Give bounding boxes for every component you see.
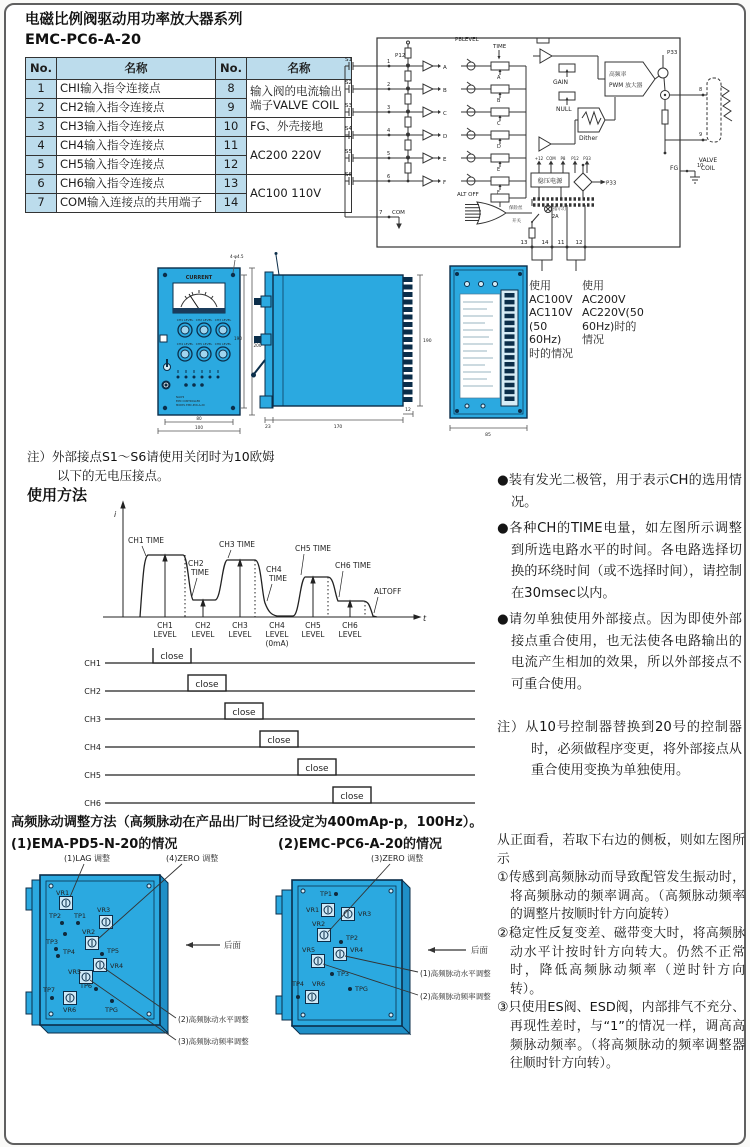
knob-label: CH6 LEVEL <box>214 342 232 346</box>
tp-label: TP2 <box>49 912 62 920</box>
ac-note-200v <box>582 279 648 347</box>
cell-no: 14 <box>216 194 247 213</box>
rear-face-label: 后面 <box>224 941 242 951</box>
lag-callout: (1)LAG 调整 <box>64 854 111 863</box>
bullet-note: ●请勿单独使用外部接点。因为即使外部接点重合使用，也无法使各电路输出的电流产生相加的效果，所以外部接点不可重合使用。 <box>497 612 742 692</box>
time-label: TIME <box>269 574 288 583</box>
knob-labels-bottom <box>177 342 232 346</box>
time-label: CH1 TIME <box>128 536 165 545</box>
col-no-right: No. <box>216 58 247 80</box>
vr-label: VR1 <box>56 889 70 897</box>
channel-name: CH4 <box>84 743 101 752</box>
usage-notes-column <box>497 470 742 782</box>
fg-terminal-10: 10 <box>697 163 704 169</box>
level-label: LEVEL <box>153 630 177 639</box>
level-knobs-top <box>178 323 230 337</box>
close-box-label: close <box>305 764 329 774</box>
rear-face-label: 后面 <box>471 946 489 956</box>
knob-label: CH3 LEVEL <box>214 318 232 322</box>
gain-null-stage <box>533 38 605 113</box>
knob-label: CH4 LEVEL <box>176 342 194 346</box>
ps-p33-label: P33 <box>606 180 617 187</box>
timing-waveform-diagram <box>25 495 490 655</box>
terminal-number: 4 <box>387 128 391 134</box>
terminal-number: 5 <box>387 151 391 157</box>
ps-pin: P33 <box>583 156 591 161</box>
adjustment-panel-1 <box>18 850 264 1055</box>
bullet-note: ●各种CH的TIME电量，如左图所示调整到所选电路水平的时间。各电路选择切换的环绕时间（或不选择时间），请控制在30msec以内。 <box>497 521 742 601</box>
numbered-note: ③只使用ES阀、ESD阀，内部排气不充分、再现性差时，与“1”的情况一样，调高高频脉动频率。（将高频脉动的频率调整器往顺时针方向转）。 <box>497 1000 745 1072</box>
rear-label-plate <box>460 294 500 398</box>
output-stage <box>655 50 732 183</box>
col-no-left: No. <box>26 58 57 80</box>
dim-190: 190 <box>234 336 242 341</box>
hf-adjustment-heading: 高频脉动调整方法（高频脉动在产品出厂时已经设定为400mAp-p，100Hz）。 <box>11 815 483 830</box>
channel-name: CH2 <box>84 687 101 696</box>
table-row <box>26 80 352 99</box>
vr-label: VR2 <box>312 920 326 928</box>
cell-name: 输入阀的电流输出端子VALVE COIL <box>247 80 352 118</box>
p8level-label: P8LEVEL <box>455 37 479 43</box>
cell-name: COM输入连接点的共用端子 <box>57 194 216 213</box>
block-ch-label: E <box>497 167 501 173</box>
channel-name: CH6 <box>84 799 101 808</box>
terminal-number: 6 <box>387 174 391 180</box>
vr-label: VR2 <box>82 928 96 936</box>
ac-note-line: 情况 <box>582 333 604 346</box>
tp-label: TP5 <box>107 947 120 955</box>
zero-callout: (4)ZERO 调整 <box>166 854 219 863</box>
fg-label: FG <box>670 165 679 172</box>
current-meter-title: CURRENT <box>185 275 213 281</box>
vr-label: VR5 <box>302 946 316 954</box>
bottom-terminal: 13 <box>520 240 528 246</box>
axis-t-label: t <box>423 614 427 623</box>
gain-label: GAIN <box>553 79 569 86</box>
page-title <box>25 10 243 50</box>
tp-label: TP6 <box>80 982 93 990</box>
label-leaders <box>142 546 378 613</box>
block-ch-label: A <box>497 75 501 81</box>
block-ch-label: C <box>497 121 501 127</box>
tp-label: TP4 <box>292 980 305 988</box>
circuit-channel-labels <box>345 53 501 196</box>
case1-title: (1)EMA-PD5-N-20的情况 <box>11 837 178 852</box>
fuse-rating: 2A <box>552 214 559 220</box>
ac-note-line: AC100V <box>529 292 573 306</box>
tp-label: TP3 <box>46 938 59 946</box>
table-row <box>26 118 352 137</box>
channel-name: CH5 <box>84 771 101 780</box>
cell-no: 11 <box>216 137 247 156</box>
tp-label: TP7 <box>43 986 56 994</box>
dim-170: 170 <box>333 425 343 430</box>
close-box-label: close <box>160 652 184 662</box>
bottom-terminal: 14 <box>541 240 549 246</box>
knob-labels-top <box>177 318 232 322</box>
model-text: MODEL EMC-PC6-A-20 <box>176 404 205 407</box>
com-label: COM <box>392 210 405 216</box>
level-callout: (1)高频脉动水平调整 <box>420 969 491 978</box>
cell-no: 9 <box>216 99 247 118</box>
pwm-label-2: PWM 放大器 <box>609 83 643 89</box>
bullet-note: ●装有发光二极管，用于表示CH的选用情况。 <box>497 473 742 510</box>
zero-callout: (3)ZERO 调整 <box>371 854 424 863</box>
numbered-note: ①传感到高频脉动而导致配管发生振动时，将高频脉动的频率调高。（高频脉动频率的调整片按顺时针方向旋转） <box>497 870 745 923</box>
cell-no: 6 <box>26 175 57 194</box>
vr-label: VR5 <box>68 968 82 976</box>
regulated-supply-label: 稳压电源 <box>537 177 563 185</box>
dim-80: 80 <box>196 416 202 421</box>
switch-label: S5 <box>345 149 352 155</box>
cell-name: CHI输入指令连接点 <box>57 80 216 99</box>
vr-label: VR4 <box>350 946 364 954</box>
switch-label: S2 <box>345 80 352 86</box>
cell-no: 12 <box>216 156 247 175</box>
axes <box>103 502 420 619</box>
ac-note-line: 使用 <box>582 279 604 292</box>
com-row <box>345 210 405 228</box>
rear-dimensions <box>450 425 527 431</box>
ac-note-line: 时的情况 <box>529 346 573 360</box>
cell-no: 5 <box>26 156 57 175</box>
level-label: LEVEL <box>338 630 362 639</box>
ps-pin: P8 <box>560 156 566 161</box>
cell-name: CH3输入指令连接点 <box>57 118 216 137</box>
ac-note-line: 60Hz)时的 <box>582 319 637 333</box>
level-callout: (2)高频脉动水平调整 <box>178 1015 249 1024</box>
col-name-right: 名称 <box>247 58 352 80</box>
level-label: CH1 <box>157 621 173 630</box>
channel-close-chart <box>25 648 490 810</box>
close-box-label: close <box>232 708 256 718</box>
numbered-note: ②稳定性反复变差、磁带变大时，将高频脉动水平计按时针方向转大。仍然不正常时，降低高频脉动频率（逆时针方向转）。 <box>497 925 745 997</box>
valve-label-1: VALVE <box>698 157 718 164</box>
ps-pin: +12 <box>534 156 544 161</box>
vr-label: VR6 <box>312 980 326 988</box>
cell-no: 1 <box>26 80 57 99</box>
analog-meter <box>173 283 225 313</box>
cell-no: 10 <box>216 118 247 137</box>
p33-label: P33 <box>667 50 678 56</box>
circuit-diagram <box>343 10 747 280</box>
bottom-terminal: 12 <box>575 240 583 246</box>
knob-label: CH2 LEVEL <box>195 318 213 322</box>
controller-swap-note: 注）从10号控制器替换到20号的控制器时，必须做程序变更，将外部接点从重合使用变换为单独使用。 <box>497 720 742 778</box>
tp-label: TP4 <box>63 948 76 956</box>
switch-label: S1 <box>345 57 352 63</box>
fuse-label-1: 保险丝 <box>509 206 523 211</box>
ps-pin: COM <box>546 156 556 161</box>
intro-text: 从正面看，若取下右边的侧板，则如左图所示 <box>497 833 745 867</box>
time-label: CH2 <box>188 559 204 568</box>
level-knobs-bottom <box>178 347 230 361</box>
case2-title: (2)EMC-PC6-A-20的情况 <box>278 837 443 852</box>
ps-pin: P12 <box>571 156 579 161</box>
close-box-label: close <box>267 736 291 746</box>
cell-no: 2 <box>26 99 57 118</box>
terminal-number: 3 <box>387 105 391 111</box>
table-row <box>26 137 352 156</box>
time-labels <box>128 536 401 596</box>
level-label: CH5 <box>305 621 321 630</box>
level-label: CH6 <box>342 621 358 630</box>
dim-12: 12 <box>405 408 411 413</box>
switch-label: S4 <box>345 126 352 132</box>
block-ch-label: F <box>497 190 500 196</box>
panel-logo-box <box>160 335 167 342</box>
level-label: LEVEL <box>191 630 215 639</box>
level-label: LEVEL <box>265 630 289 639</box>
axis-i-label: i <box>114 510 117 519</box>
level-label: CH4 <box>269 621 285 630</box>
cell-no: 7 <box>26 194 57 213</box>
buffer-out-label: F <box>443 180 447 186</box>
ac-note-line: 使用 <box>529 279 551 292</box>
time-label: CH5 TIME <box>295 544 332 553</box>
close-box-label: close <box>340 792 364 802</box>
dim-holes: 4-φ4.5 <box>230 254 244 259</box>
brand-text: NACHI <box>176 396 185 399</box>
dim-190: 190 <box>423 339 432 344</box>
terminal-number: 1 <box>387 59 391 65</box>
channel-name: CH3 <box>84 715 101 724</box>
coil-terminal-9: 9 <box>699 132 703 138</box>
power-button <box>162 381 171 390</box>
pwm-amplifier <box>605 62 655 96</box>
cell-no: 13 <box>216 175 247 194</box>
valve-label-2: COIL <box>700 165 716 172</box>
front-view-notes <box>497 832 745 1074</box>
altoff-label: ALTOFF <box>374 587 402 596</box>
power-supply-section <box>531 156 617 205</box>
title-line2: EMC-PC6-A-20 <box>25 32 142 48</box>
dither-label: Dither <box>579 135 598 142</box>
panel2-rear-arrow <box>428 945 489 956</box>
channel-name: CH1 <box>84 659 101 668</box>
altoff-label: ALT OFF <box>457 192 479 198</box>
model-text: EMC CONTROLLER <box>176 400 201 403</box>
block-ch-label: D <box>497 144 501 150</box>
ac-note-line: AC200V <box>582 292 626 306</box>
time-label: CH3 TIME <box>219 540 256 549</box>
dim-200: 200 <box>253 343 262 348</box>
com-terminal-number: 7 <box>379 210 383 216</box>
knob-label: CH5 LEVEL <box>195 342 213 346</box>
indicator-lamp-label: 指示灯 <box>553 207 567 212</box>
external-contact-note <box>27 447 275 485</box>
cell-name: FG、外壳接地 <box>247 118 352 137</box>
freq-callout: (2)高频脉动频率调整 <box>420 992 491 1001</box>
freq-callout: (3)高频脉动频率调整 <box>178 1037 249 1046</box>
cell-no: 3 <box>26 118 57 137</box>
cell-name: CH2输入指令连接点 <box>57 99 216 118</box>
coil-terminal-8: 8 <box>699 87 703 93</box>
table-header-row <box>26 58 352 80</box>
table-row <box>26 175 352 194</box>
level-label: CH3 <box>232 621 248 630</box>
usage-method-heading: 使用方法 <box>27 486 88 504</box>
cell-no: 4 <box>26 137 57 156</box>
adjustment-panel-2 <box>268 850 500 1055</box>
level-label: LEVEL <box>228 630 252 639</box>
panel1-rear-arrow <box>186 940 242 951</box>
knob-label: CH1 LEVEL <box>176 318 194 322</box>
vr-label: VR3 <box>358 910 372 918</box>
terminal-number: 2 <box>387 82 391 88</box>
vr-label: VR6 <box>63 1006 77 1014</box>
col-name-left: 名称 <box>57 58 216 80</box>
time-label: CH6 TIME <box>335 561 372 570</box>
fuse-label-2: 开关 <box>512 219 521 224</box>
dither-stage <box>539 97 615 151</box>
block-ch-label: B <box>497 98 501 104</box>
tp-label: TP1 <box>320 890 333 898</box>
close-box-label: close <box>195 680 219 690</box>
buffer-out-label: C <box>443 111 447 117</box>
switch-label: S6 <box>345 172 352 178</box>
tp-label: TP3 <box>337 970 350 978</box>
dim-85: 85 <box>485 433 491 438</box>
note-line: 注）外部接点S1～S6请使用关闭时为10欧姆 <box>27 449 275 464</box>
ac-note-line: (50 60Hz) <box>529 319 562 346</box>
ac-note-line: AC110V <box>529 306 573 319</box>
tp-label: TP2 <box>346 934 359 942</box>
null-label: NULL <box>556 106 572 113</box>
time-label: TIME <box>493 44 507 50</box>
p12-label: P12 <box>395 53 406 59</box>
cell-no: 8 <box>216 80 247 99</box>
close-boxes <box>153 648 371 803</box>
tpg-label: TPG <box>355 985 368 993</box>
vr-label: VR3 <box>97 906 111 914</box>
vr-label: VR4 <box>110 962 124 970</box>
title-line1: 电磁比例阀驱动用功率放大器系列 <box>25 12 243 28</box>
time-label: CH4 <box>266 565 282 574</box>
tpg-label: TPG <box>105 1006 118 1014</box>
buffer-out-label: A <box>443 65 447 71</box>
ac-note-line: AC220V(50 <box>582 306 644 319</box>
level-label: CH2 <box>195 621 211 630</box>
terminal-table <box>25 57 352 213</box>
buffer-out-label: E <box>443 157 447 163</box>
note-line: 以下的无电压接点。 <box>57 468 170 483</box>
time-label: TIME <box>191 568 210 577</box>
bottom-terminal: 11 <box>557 240 565 246</box>
pwm-label-1: 高频率 <box>609 72 627 78</box>
cell-name: CH5输入指令连接点 <box>57 156 216 175</box>
buffer-out-label: D <box>443 134 448 140</box>
device-rear-view <box>443 248 555 463</box>
cell-name: CH4输入指令连接点 <box>57 137 216 156</box>
dim-23: 23 <box>265 425 271 430</box>
panel1-body <box>26 875 168 1033</box>
buffer-out-label: B <box>443 88 447 94</box>
tp-label: TP1 <box>74 912 87 920</box>
device-side-view <box>250 248 438 463</box>
channel-names <box>84 659 101 808</box>
cell-name: AC200 220V <box>247 137 352 175</box>
level-label: LEVEL <box>301 630 325 639</box>
cell-name: AC100 110V <box>247 175 352 213</box>
vr-label: VR1 <box>306 906 320 914</box>
switch-label: S3 <box>345 103 352 109</box>
dim-100: 100 <box>195 425 203 430</box>
cell-name: CH6输入指令连接点 <box>57 175 216 194</box>
level-labels <box>154 621 363 648</box>
level-label: (0mA) <box>265 639 289 648</box>
